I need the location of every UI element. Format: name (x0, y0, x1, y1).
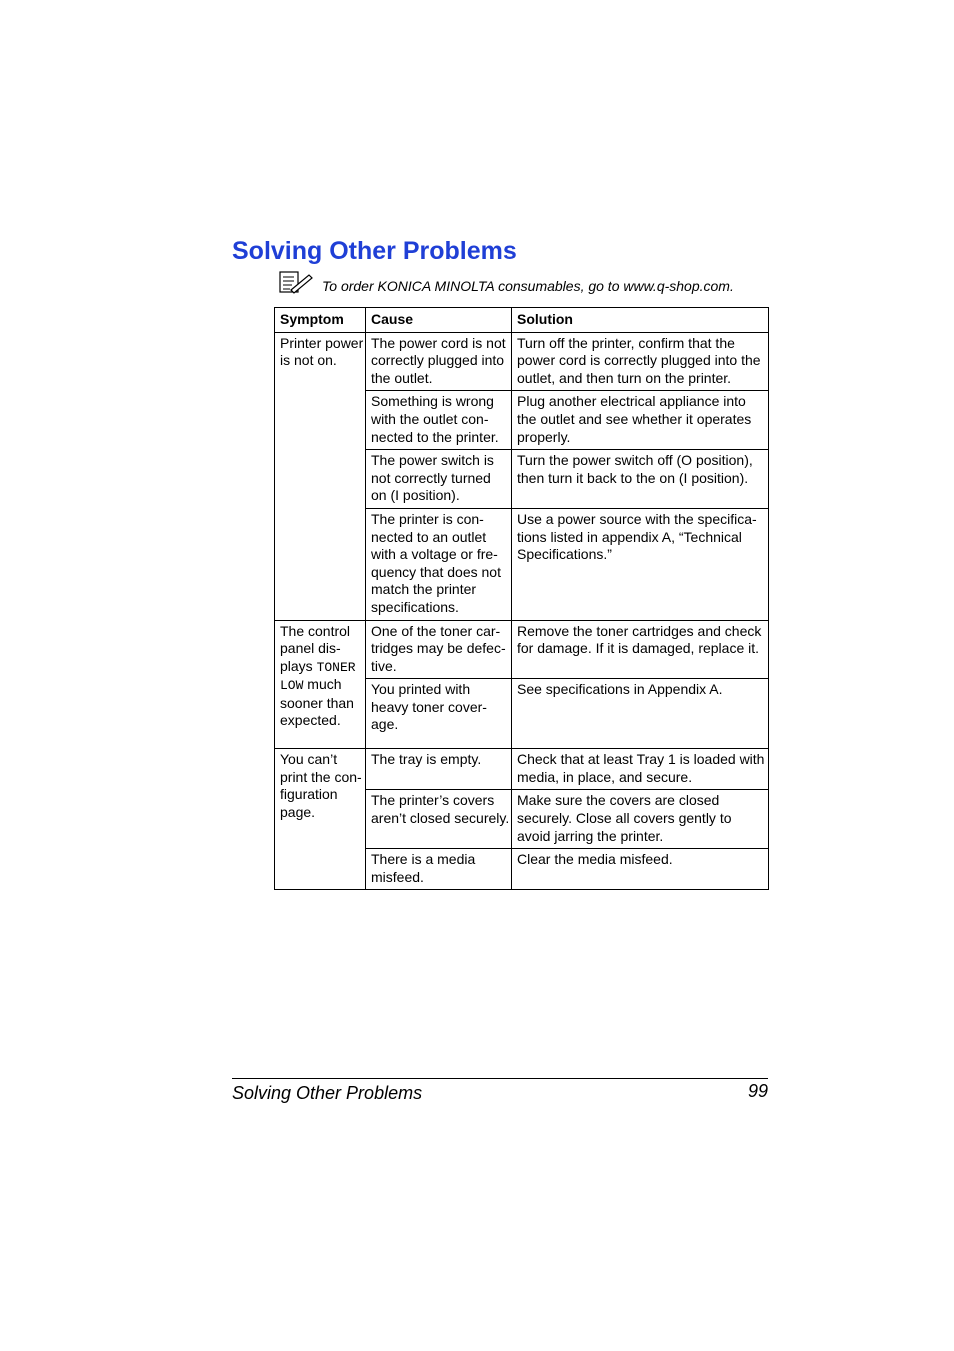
note-pencil-icon (279, 270, 313, 294)
cause-cell: You printed with heavy toner cover-age. (366, 679, 512, 749)
note-text: To order KONICA MINOLTA consumables, go to www.q-shop.com. (322, 278, 734, 294)
symptom-cell: You can’t print the con-figuration page. (275, 749, 366, 890)
symptom-cell (275, 620, 366, 749)
solution-cell: Plug another electrical appliance into the outlet and see whether it operates properly. (512, 391, 769, 450)
solution-cell: Use a power source with the specifica-tions listed in appendix A, “Technical Specifications.” (512, 508, 769, 620)
cause-cell: The power switch is not correctly turned on (I position). (366, 450, 512, 509)
panel-message-code: TONER LOW (280, 659, 356, 694)
solution-cell: Turn the power switch off (O position), then turn it back to the on (I position). (512, 450, 769, 509)
solution-cell: Check that at least Tray 1 is loaded with media, in place, and secure. (512, 749, 769, 790)
symptom-cell: Printer power is not on. (275, 332, 366, 620)
table-row (275, 332, 769, 391)
cause-cell: There is a media misfeed. (366, 849, 512, 890)
page-title: Solving Other Problems (232, 237, 517, 265)
footer-title: Solving Other Problems (232, 1083, 423, 1103)
troubleshooting-table (274, 307, 769, 890)
solution-cell: See specifications in Appendix A. (512, 679, 769, 749)
cause-cell: The tray is empty. (366, 749, 512, 790)
cause-cell: One of the toner car-tridges may be defec-tive. (366, 620, 512, 679)
cause-header: Cause (366, 308, 512, 333)
table-header-row (275, 308, 769, 333)
table-row (275, 620, 769, 679)
cause-cell: Something is wrong with the outlet con-nected to the printer. (366, 391, 512, 450)
cause-cell: The printer is con-nected to an outlet with a voltage or fre-quency that does not match the printer specifications. (366, 508, 512, 620)
solution-cell: Turn off the printer, confirm that the power cord is correctly plugged into the outlet, and then turn on the printer. (512, 332, 769, 391)
solution-cell: Remove the toner cartridges and check for damage. If it is damaged, replace it. (512, 620, 769, 679)
solution-header: Solution (512, 308, 769, 333)
footer-rule (232, 1078, 768, 1079)
symptom-text: much sooner than expected. (280, 676, 354, 729)
page-number: 99 (747, 1081, 768, 1101)
symptom-text: The control panel dis-plays (280, 622, 351, 674)
table-row (275, 749, 769, 790)
solution-cell: Make sure the covers are closed securely. Close all covers gently to avoid jarring the printer. (512, 790, 769, 849)
cause-cell: The printer’s covers aren’t closed securely. (366, 790, 512, 849)
cause-cell: The power cord is not correctly plugged into the outlet. (366, 332, 512, 391)
solution-cell: Clear the media misfeed. (512, 849, 769, 890)
symptom-header: Symptom (275, 308, 366, 333)
